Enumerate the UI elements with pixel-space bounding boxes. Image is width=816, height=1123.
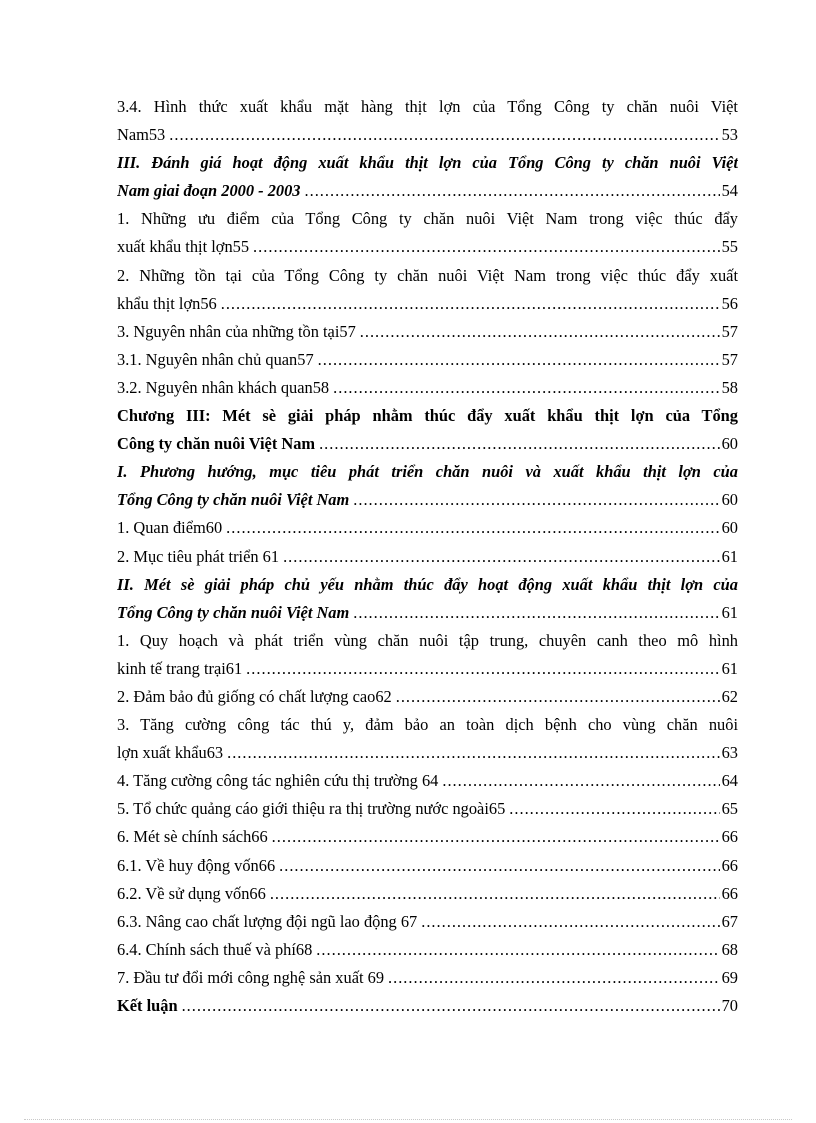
toc-page-number: 60 (721, 518, 738, 538)
dot-leader (316, 936, 719, 964)
dot-leader (272, 823, 720, 851)
dot-leader (318, 346, 720, 374)
toc-page-number: 66 (721, 855, 738, 875)
toc-entry-title: 2. Những tồn tại của Tổng Công ty chăn nuôi Việt Nam trong việc thúc đẩy xuất (117, 265, 738, 285)
toc-entry[interactable] (117, 683, 738, 711)
toc-page-number: 58 (721, 377, 738, 397)
dot-leader (319, 430, 720, 458)
dot-leader (169, 121, 719, 149)
toc-entry-title: 3. Nguyên nhân của những tồn tại57 (117, 321, 356, 341)
toc-entry-title: II. Mét sè giải pháp chủ yếu nhằm thúc đẩy hoạt động xuất khẩu thịt lợn của (117, 574, 738, 594)
dot-leader (226, 514, 719, 542)
toc-entry[interactable] (117, 627, 738, 683)
dot-leader (227, 739, 720, 767)
toc-entry[interactable] (117, 149, 738, 205)
toc-entry[interactable] (117, 795, 738, 823)
toc-entry-title: 6.1. Về huy động vốn66 (117, 855, 276, 875)
toc-page-number: 55 (721, 237, 738, 257)
toc-page-number: 60 (721, 490, 738, 510)
toc-entry-title-cont: Tổng Công ty chăn nuôi Việt Nam (117, 602, 350, 622)
toc-entry[interactable] (117, 767, 738, 795)
toc-entry[interactable] (117, 262, 738, 318)
toc-entry[interactable] (117, 992, 738, 1020)
toc-page-number: 56 (721, 293, 738, 313)
toc-entry-title: 2. Đảm bảo đủ giống có chất lượng cao62 (117, 686, 392, 706)
toc-page-number: 62 (721, 686, 738, 706)
toc-entry-title-cont: lợn xuất khẩu63 (117, 743, 224, 763)
toc-page-number: 64 (721, 771, 738, 791)
toc-entry-title-cont: Nam53 (117, 125, 166, 145)
toc-entry-title: 3.4. Hình thức xuất khẩu mặt hàng thịt lợn của Tổng Công ty chăn nuôi Việt (117, 97, 738, 116)
dot-leader (388, 964, 720, 992)
toc-entry-title: 6. Mét sè chính sách66 (117, 827, 268, 847)
toc-page-number: 63 (721, 743, 738, 763)
toc-page-number: 57 (721, 349, 738, 369)
toc-entry-title-cont: xuất khẩu thịt lợn55 (117, 237, 250, 257)
toc-entry[interactable] (117, 936, 738, 964)
toc-entry-title-cont: khẩu thịt lợn56 (117, 293, 217, 313)
toc-entry-title: 3. Tăng cường công tác thú y, đảm bảo an toàn dịch bệnh cho vùng chăn nuôi (117, 715, 738, 735)
toc-entry[interactable] (117, 318, 738, 346)
toc-entry-title: Kết luận (117, 996, 178, 1015)
toc-page-number: 53 (721, 125, 738, 145)
toc-page-number: 69 (721, 967, 738, 987)
toc-entry-title: 2. Mục tiêu phát triển 61 (117, 546, 280, 566)
dot-leader (283, 543, 720, 571)
toc-entry-title-cont: Tổng Công ty chăn nuôi Việt Nam (117, 490, 350, 510)
toc-page-number: 60 (721, 434, 738, 454)
dot-leader (253, 233, 720, 261)
toc-entry[interactable] (117, 374, 738, 402)
dot-leader (509, 795, 719, 823)
toc-entry[interactable] (117, 852, 738, 880)
toc-entry-title: 1. Quy hoạch và phát triển vùng chăn nuôi tập trung, chuyên canh theo mô hình (117, 630, 738, 650)
toc-page-number: 54 (721, 181, 738, 201)
toc-page-number: 66 (721, 827, 738, 847)
toc-entry-title: 6.3. Nâng cao chất lượng đội ngũ lao động 67 (117, 911, 418, 931)
dot-leader (353, 486, 719, 514)
toc-page-number: 67 (721, 911, 738, 931)
toc-entry[interactable] (117, 908, 738, 936)
toc-entry-title: III. Đánh giá hoạt động xuất khẩu thịt lợn của Tổng Công ty chăn nuôi Việt (117, 153, 738, 173)
toc-entry[interactable] (117, 711, 738, 767)
toc-entry-title-cont: Công ty chăn nuôi Việt Nam (117, 434, 316, 454)
dot-leader (279, 852, 719, 880)
dot-leader (421, 908, 719, 936)
toc-entry-title: 7. Đầu tư đổi mới công nghệ sản xuất 69 (117, 967, 385, 987)
dot-leader (353, 599, 719, 627)
toc-page-number: 61 (721, 602, 738, 622)
toc-entry[interactable] (117, 458, 738, 514)
toc-page-number: 57 (721, 321, 738, 341)
toc-entry-title: 3.1. Nguyên nhân chủ quan57 (117, 349, 314, 369)
toc-entry-title: 6.2. Về sử dụng vốn66 (117, 883, 266, 903)
dot-leader (182, 992, 720, 1020)
dot-leader (270, 880, 720, 908)
toc-entry-title: 3.2. Nguyên nhân khách quan58 (117, 377, 330, 397)
toc-page-number: 61 (721, 658, 738, 678)
toc-page-number: 61 (721, 546, 738, 566)
toc-entry[interactable] (117, 964, 738, 992)
toc-entry[interactable] (117, 880, 738, 908)
dot-leader (396, 683, 720, 711)
dot-leader (442, 767, 719, 795)
toc-entry-title-cont: Nam giai đoạn 2000 - 2003 (117, 181, 301, 201)
toc-entry[interactable] (117, 543, 738, 571)
dot-leader (305, 177, 720, 205)
toc-entry[interactable] (117, 93, 738, 149)
toc-entry[interactable] (117, 514, 738, 542)
toc-entry-title: 1. Những ưu điểm của Tổng Công ty chăn nuôi Việt Nam trong việc thúc đẩy (117, 209, 738, 229)
table-of-contents (117, 93, 738, 1020)
toc-entry[interactable] (117, 402, 738, 458)
page-bottom-divider (24, 1119, 792, 1120)
toc-page-number: 65 (721, 799, 738, 819)
toc-entry-title: I. Phương hướng, mục tiêu phát triển chăn nuôi và xuất khẩu thịt lợn của (117, 462, 738, 482)
toc-entry-title: 1. Quan điểm60 (117, 518, 223, 538)
toc-entry-title: Chương III: Mét sè giải pháp nhằm thúc đẩy xuất khẩu thịt lợn của Tổng (117, 406, 738, 426)
toc-page-number: 70 (721, 996, 738, 1015)
toc-entry-title: 6.4. Chính sách thuế và phí68 (117, 939, 313, 959)
toc-entry-title: 4. Tăng cường công tác nghiên cứu thị trường 64 (117, 771, 439, 791)
dot-leader (360, 318, 720, 346)
toc-entry-title: 5. Tổ chức quảng cáo giới thiệu ra thị trường nước ngoài65 (117, 799, 506, 819)
toc-entry[interactable] (117, 823, 738, 851)
dot-leader (333, 374, 719, 402)
toc-page-number: 66 (721, 883, 738, 903)
dot-leader (246, 655, 719, 683)
dot-leader (221, 290, 720, 318)
toc-entry-title-cont: kinh tế trang trại61 (117, 658, 243, 678)
toc-page-number: 68 (721, 939, 738, 959)
toc-entry[interactable] (117, 205, 738, 261)
toc-entry[interactable] (117, 346, 738, 374)
toc-entry[interactable] (117, 571, 738, 627)
